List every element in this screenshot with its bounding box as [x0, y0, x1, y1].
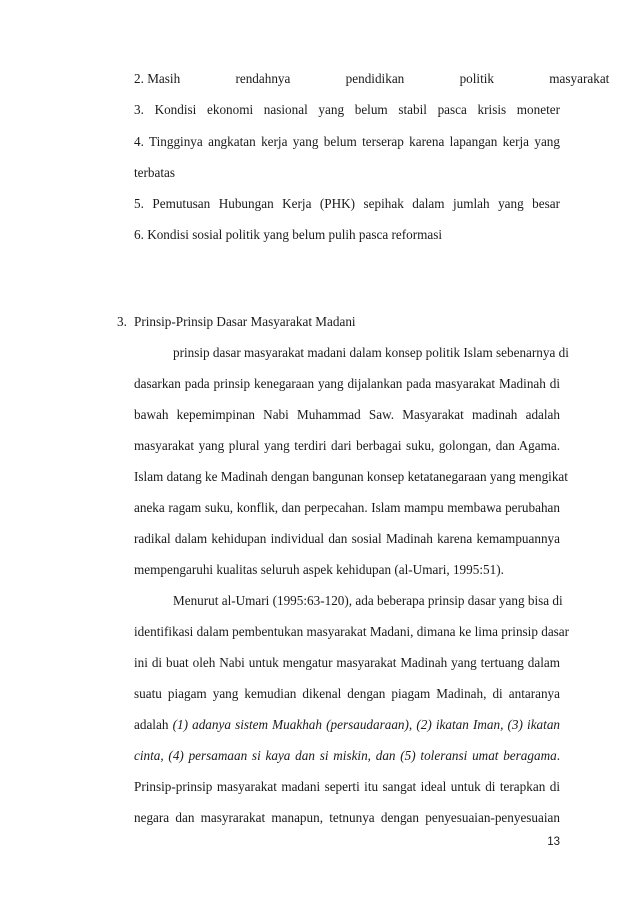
list-item-text: Tingginya angkatan kerja yang belum terserap karena lapangan kerja yang	[149, 134, 560, 149]
list-item-continuation: terbatas	[134, 165, 176, 180]
list-item-text: Kondisi ekonomi nasional yang belum stabil pasca krisis moneter	[154, 102, 560, 117]
list-item-text: Kondisi sosial politik yang belum pulih pasca reformasi	[147, 227, 443, 242]
paragraph-line: bawah kepemimpinan Nabi Muhammad Saw. Masyarakat madinah adalah	[134, 407, 560, 422]
paragraph-line: radikal dalam kehidupan individual dan sosial Madinah karena kemampuannya	[134, 531, 560, 546]
principles-list-italic: cinta, (4) persamaan si kaya dan si miskin, dan (5) toleransi umat beragama	[134, 748, 557, 763]
paragraph-line	[134, 716, 560, 734]
list-item	[134, 133, 560, 151]
list-item-number: 4.	[134, 134, 144, 149]
page-number: 13	[547, 836, 560, 848]
paragraph-line: Menurut al-Umari (1995:63-120), ada beberapa prinsip dasar yang bisa di	[173, 593, 563, 608]
paragraph-line: mempengaruhi kualitas seluruh aspek kehidupan (al-Umari, 1995:51).	[134, 562, 504, 577]
paragraph-line: Islam datang ke Madinah dengan bangunan konsep ketatanegaraan yang mengikat	[134, 469, 568, 484]
paragraph-line: negara dan masyrarakat manapun, tetnunya dengan penyesuaian-penyesuaian	[134, 810, 560, 825]
paragraph-line: identifikasi dalam pembentukan masyarakat Madani, dimana ke lima prinsip dasar	[134, 624, 570, 639]
paragraph-line	[134, 747, 560, 765]
paragraph-text: .	[556, 748, 560, 763]
list-item-number: 2.	[134, 71, 144, 86]
paragraph-line: Prinsip-prinsip masyarakat madani seperti itu sangat ideal untuk di terapkan di	[134, 779, 560, 794]
paragraph-line: aneka ragam suku, konflik, dan perpecahan. Islam mampu membawa perubahan	[134, 500, 560, 515]
paragraph-text: adalah	[134, 717, 169, 732]
paragraph-line: ini di buat oleh Nabi untuk mengatur masyarakat Madinah yang tertuang dalam	[134, 655, 560, 670]
paragraph-line: prinsip dasar masyarakat madani dalam konsep politik Islam sebenarnya di	[173, 345, 569, 360]
list-item-number: 5.	[134, 196, 144, 211]
list-item	[134, 70, 610, 88]
list-item-number: 6.	[134, 227, 144, 242]
paragraph-line: masyarakat yang plural yang terdiri dari berbagai suku, golongan, dan Agama.	[134, 438, 560, 453]
paragraph-line: dasarkan pada prinsip kenegaraan yang dijalankan pada masyarakat Madinah di	[134, 376, 560, 391]
list-item-text: Pemutusan Hubungan Kerja (PHK) sepihak dalam jumlah yang besar	[152, 196, 561, 211]
list-item-number: 3.	[134, 102, 144, 117]
list-item	[134, 195, 560, 213]
list-item	[134, 101, 560, 119]
section-number: 3.	[117, 314, 127, 329]
paragraph-line: suatu piagam yang kemudian dikenal dengan piagam Madinah, di antaranya	[134, 686, 560, 701]
list-item-text: Masih rendahnya pendidikan politik masyarakat	[147, 71, 610, 86]
section-title: Prinsip-Prinsip Dasar Masyarakat Madani	[134, 314, 356, 329]
list-item	[134, 226, 560, 244]
principles-list-italic: (1) adanya sistem Muakhah (persaudaraan), (2) ikatan Iman, (3) ikatan	[172, 717, 561, 732]
section-heading	[117, 313, 356, 331]
